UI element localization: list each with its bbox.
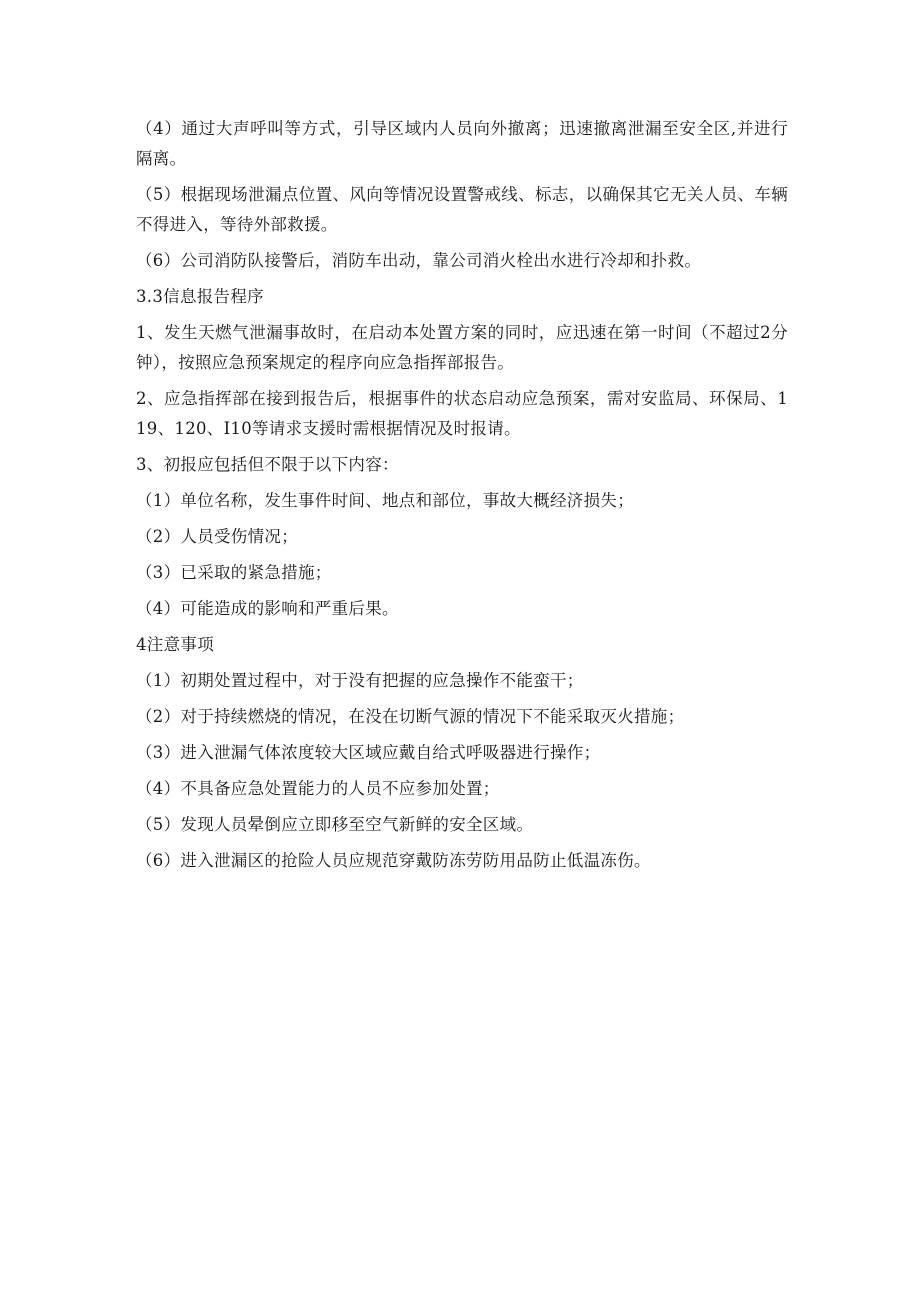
list-item-note-2: （2）对于持续燃烧的情况，在没在切断气源的情况下不能采取灭火措施； <box>136 707 685 726</box>
list-item-note-3: （3）进入泄漏气体浓度较大区域应戴自给式呼吸器进行操作； <box>136 743 601 762</box>
list-item-note-5: （5）发现人员晕倒应立即移至空气新鲜的安全区域。 <box>136 815 534 834</box>
list-item-report-content-4: （4）可能造成的影响和严重后果。 <box>136 599 399 618</box>
paragraph-report-step-2: 2、应急指挥部在接到报告后，根据事件的状态启动应急预案，需对安监局、环保局、119、120、I10等请求支援时需根据情况及时报请。 <box>136 389 788 438</box>
list-item-report-content-2: （2）人员受伤情况； <box>136 527 298 546</box>
section-heading-info-report: 3.3信息报告程序 <box>136 287 264 306</box>
list-item-note-1: （1）初期处置过程中，对于没有把握的应急操作不能蛮干； <box>136 671 584 690</box>
paragraph-report-step-3: 3、初报应包括但不限于以下内容： <box>136 455 399 474</box>
paragraph-report-step-1: 1、发生天燃气泄漏事故时，在启动本处置方案的同时，应迅速在第一时间（不超过2分钟），按照应急预案规定的程序向应急指挥部报告。 <box>136 323 788 372</box>
paragraph-cordon: （5）根据现场泄漏点位置、风向等情况设置警戒线、标志，以确保其它无关人员、车辆不得进入，等待外部救援。 <box>136 185 788 234</box>
document-page <box>136 114 788 882</box>
section-heading-notes: 4注意事项 <box>136 635 214 654</box>
paragraph-evacuation: （4）通过大声呼叫等方式，引导区域内人员向外撤离；迅速撤离泄漏至安全区,并进行隔离。 <box>136 119 788 168</box>
list-item-report-content-3: （3）已采取的紧急措施； <box>136 563 332 582</box>
list-item-note-4: （4）不具备应急处置能力的人员不应参加处置； <box>136 779 500 798</box>
list-item-note-6: （6）进入泄漏区的抢险人员应规范穿戴防冻劳防用品防止低温冻伤。 <box>136 851 651 870</box>
list-item-report-content-1: （1）单位名称，发生事件时间、地点和部位，事故大概经济损失； <box>136 491 634 510</box>
paragraph-fire-brigade: （6）公司消防队接警后，消防车出动，靠公司消火栓出水进行冷却和扑救。 <box>136 251 702 270</box>
